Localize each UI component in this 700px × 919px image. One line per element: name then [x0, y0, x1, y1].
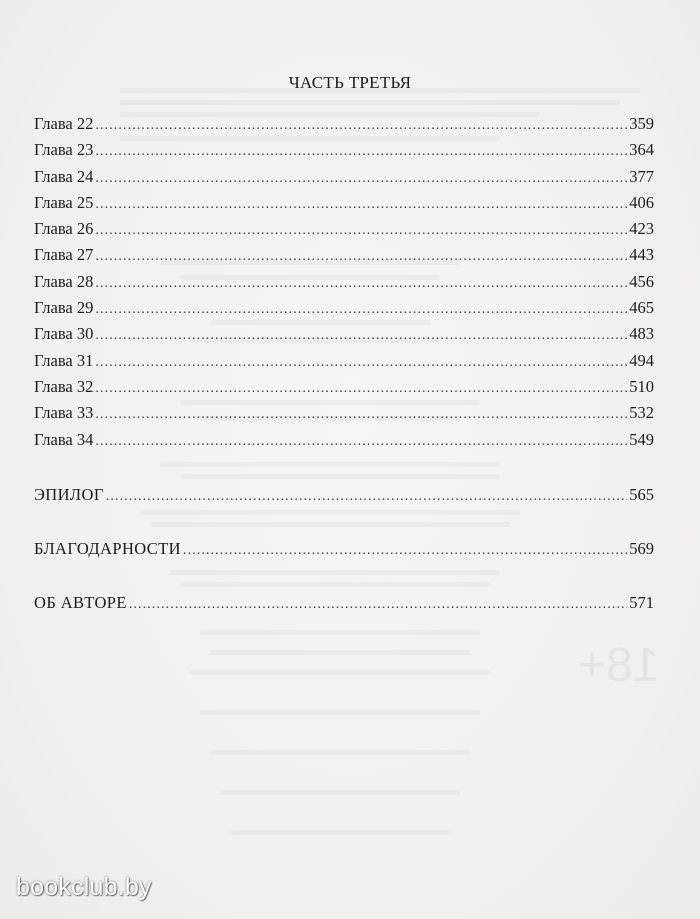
chapter-label: Глава 34 — [34, 429, 94, 449]
toc-row-about-author[interactable] — [34, 593, 654, 647]
chapter-label: Глава 25 — [34, 192, 94, 212]
toc-row-chapter-30[interactable] — [34, 324, 654, 350]
page-number: 443 — [629, 245, 654, 265]
toc-row-chapter-26[interactable] — [34, 219, 654, 245]
section-label: ОБ АВТОРЕ — [34, 593, 127, 612]
chapter-label: Глава 32 — [34, 376, 94, 396]
toc-row-chapter-25[interactable] — [34, 193, 654, 219]
page-number: 465 — [629, 298, 654, 318]
toc-row-acknowledgements[interactable] — [34, 539, 654, 593]
chapter-label: Глава 30 — [34, 324, 94, 344]
chapter-label: Глава 31 — [34, 350, 94, 370]
toc-row-chapter-31[interactable] — [34, 351, 654, 377]
page-number: 569 — [629, 539, 654, 558]
page-number: 494 — [629, 350, 654, 370]
dot-leader — [183, 543, 627, 559]
section-title: ЧАСТЬ ТРЕТЬЯ — [288, 73, 412, 92]
dot-leader — [95, 276, 627, 292]
page-number: 364 — [629, 140, 654, 160]
page-number: 549 — [629, 429, 654, 449]
dot-leader — [95, 223, 627, 239]
page-number: 510 — [629, 376, 654, 396]
bleed-through-age-rating: 18+ — [578, 639, 660, 692]
dot-leader — [106, 489, 627, 505]
chapter-label: Глава 29 — [34, 298, 94, 318]
dot-leader — [95, 144, 627, 160]
chapter-label: Глава 33 — [34, 403, 94, 423]
toc-row-chapter-34[interactable] — [34, 430, 654, 456]
toc-row-chapter-22[interactable] — [34, 114, 654, 140]
chapter-label: Глава 24 — [34, 166, 94, 186]
page-number: 406 — [629, 192, 654, 212]
site-watermark: bookclub.by — [16, 873, 152, 901]
chapter-label: Глава 22 — [34, 114, 94, 133]
chapter-label: Глава 23 — [34, 140, 94, 160]
toc-row-chapter-28[interactable] — [34, 272, 654, 298]
dot-leader — [95, 355, 627, 371]
dot-leader — [129, 597, 627, 613]
dot-leader — [95, 118, 627, 134]
dot-leader — [95, 197, 627, 213]
toc-row-chapter-32[interactable] — [34, 377, 654, 403]
chapter-list — [34, 114, 654, 456]
dot-leader — [95, 171, 627, 187]
toc-row-chapter-24[interactable] — [34, 167, 654, 193]
dot-leader — [95, 434, 627, 450]
dot-leader — [95, 328, 627, 344]
page-number: 377 — [629, 166, 654, 186]
dot-leader — [95, 407, 627, 423]
toc-row-chapter-29[interactable] — [34, 298, 654, 324]
section-label: ЭПИЛОГ — [34, 485, 104, 504]
dot-leader — [95, 249, 627, 265]
toc-row-chapter-33[interactable] — [34, 403, 654, 429]
page-number: 565 — [629, 485, 654, 504]
toc-row-chapter-23[interactable] — [34, 140, 654, 166]
page-number: 483 — [629, 324, 654, 344]
chapter-label: Глава 27 — [34, 245, 94, 265]
page-number: 532 — [629, 403, 654, 423]
dot-leader — [95, 302, 627, 318]
page-number: 571 — [629, 593, 654, 612]
chapter-label: Глава 26 — [34, 219, 94, 239]
chapter-label: Глава 28 — [34, 271, 94, 291]
page-number: 456 — [629, 271, 654, 291]
toc-row-chapter-27[interactable] — [34, 245, 654, 271]
section-label: БЛАГОДАРНОСТИ — [34, 539, 181, 558]
dot-leader — [95, 381, 627, 397]
toc-row-epilogue[interactable] — [34, 485, 654, 539]
page-number: 423 — [629, 219, 654, 239]
back-matter-list — [34, 485, 654, 647]
page-number: 359 — [629, 114, 654, 133]
